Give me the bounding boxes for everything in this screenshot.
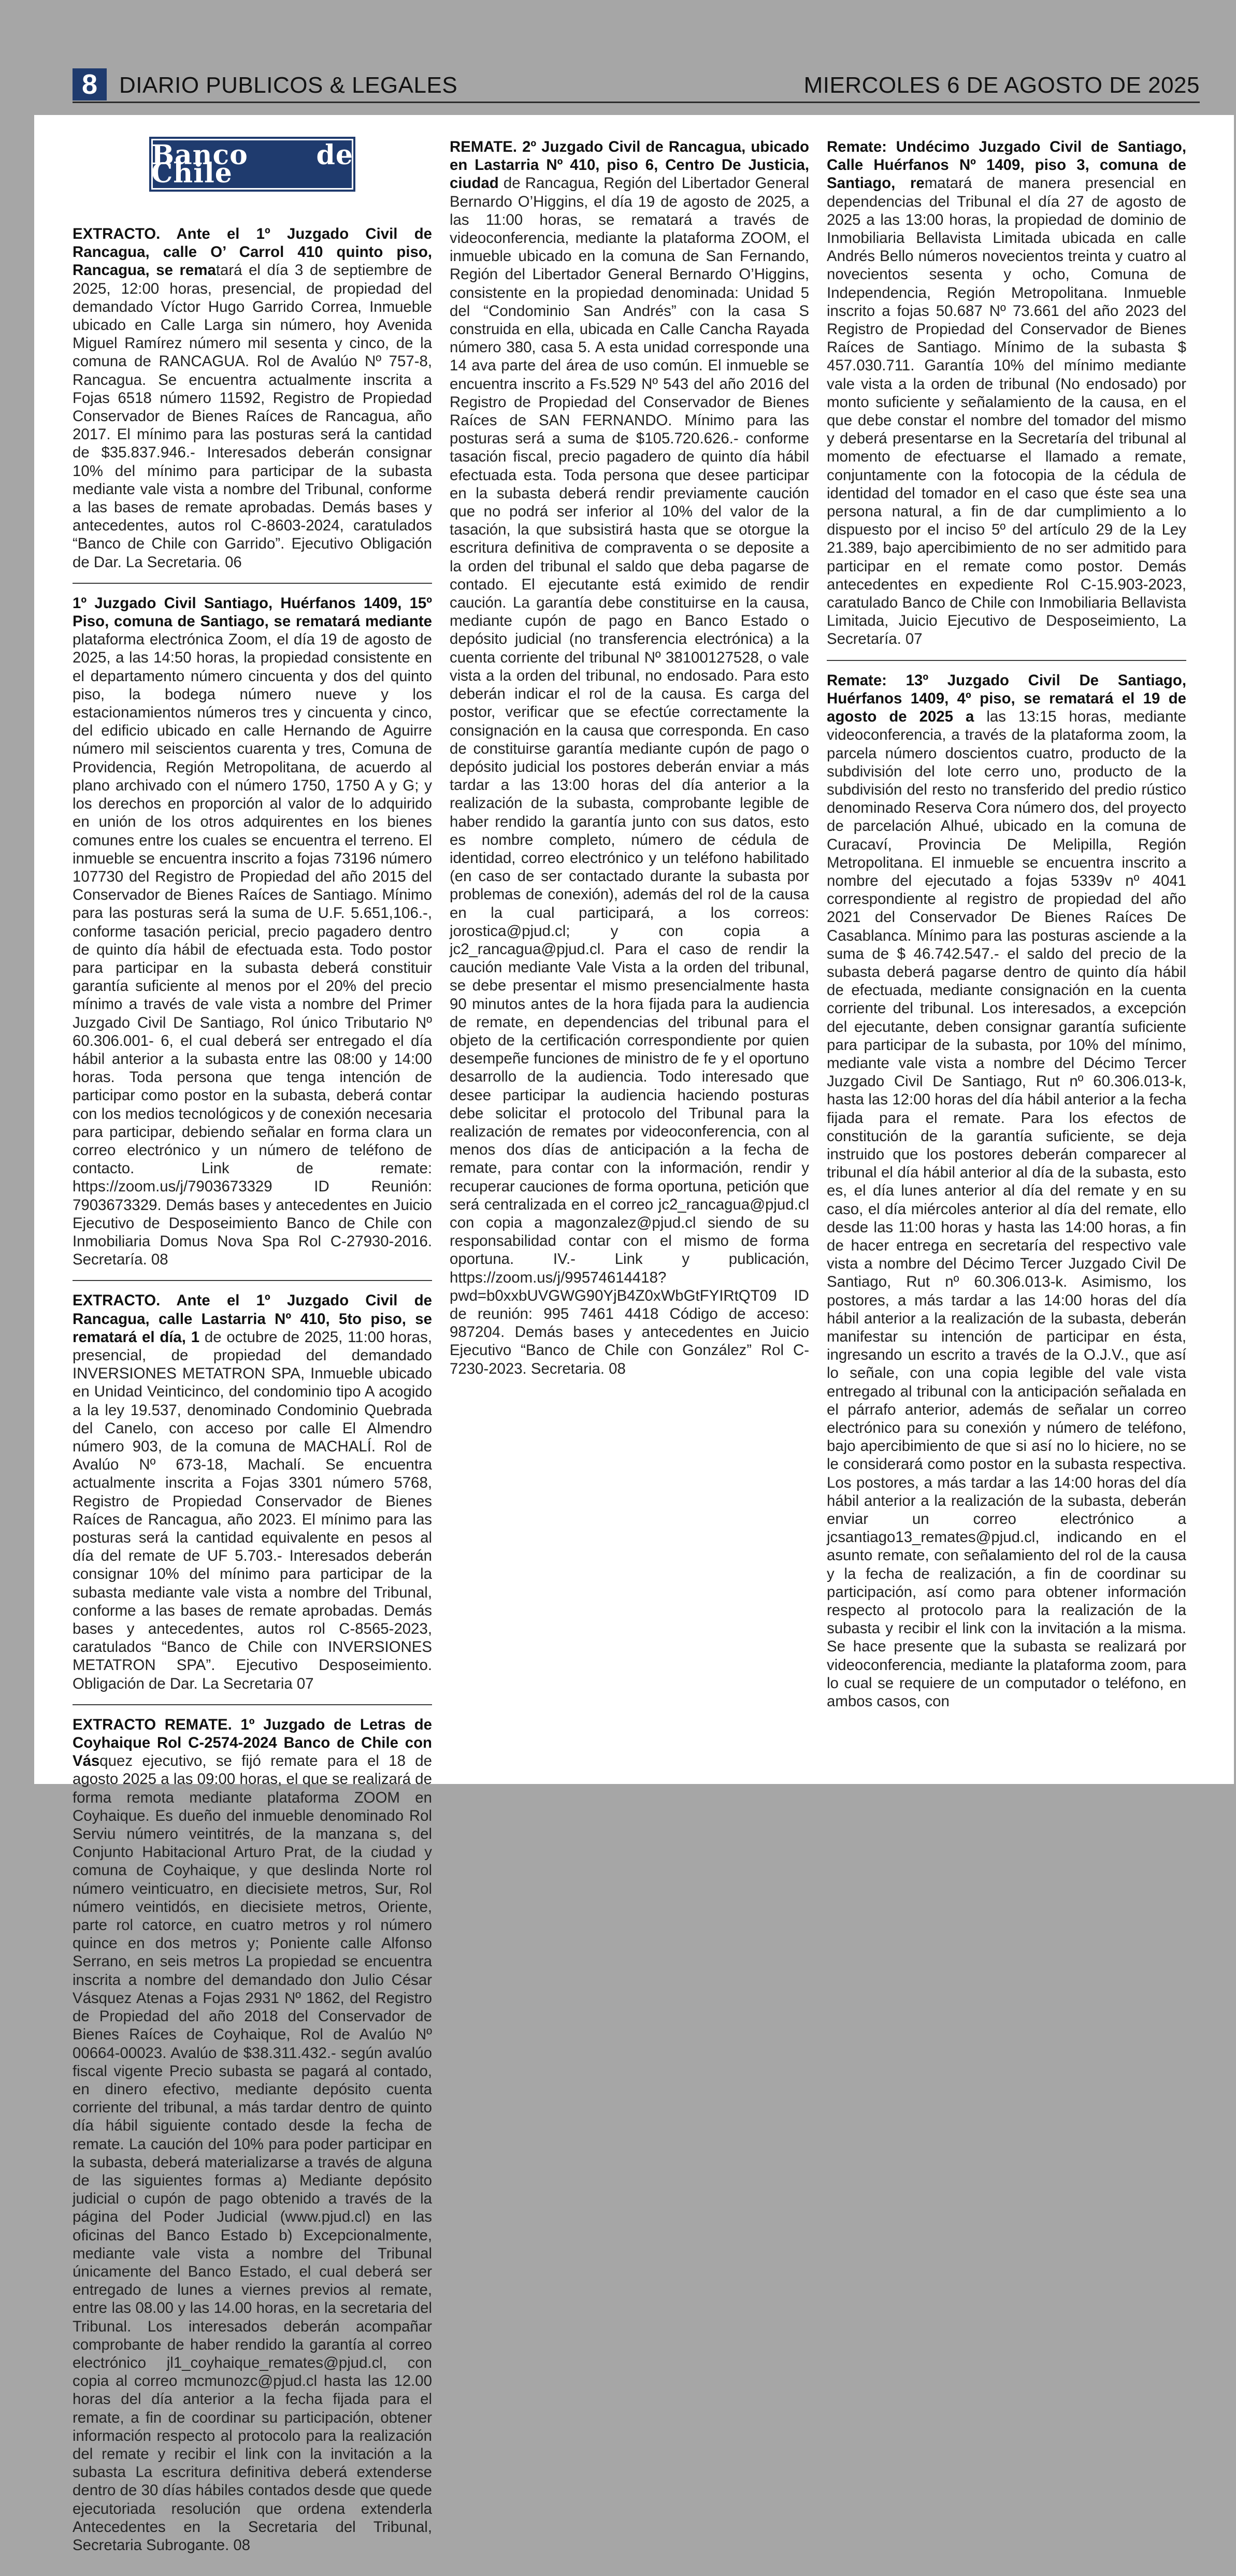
legal-notice [73,225,432,584]
notice-heading: EXTRACTO. Ante el 1º Juzgado Civil de Rancagua, calle Lastarria Nº 410, 5to piso, se rematará el día, 1 [73,1292,432,1346]
banco-de-chile-logo: Banco de Chile [149,137,355,192]
legal-notice [73,1291,432,1705]
page-header [73,68,1200,103]
column-1 [73,137,432,2576]
notice-heading: EXTRACTO REMATE. 1º Juzgado de Letras de Coyhaique Rol C-2574-2024 Banco de Chile con Vás [73,1716,432,1770]
column-2 [450,138,809,1400]
publication-title: DIARIO PUBLICOS & LEGALES [119,73,458,98]
notice-heading: Remate: Undécimo Juzgado Civil de Santiago, Calle Huérfanos Nº 1409, piso 3, comuna de Santiago, re [827,138,1186,192]
notice-heading: EXTRACTO. Ante el 1º Juzgado Civil de Rancagua, calle O’ Carrol 410 quinto piso, Rancagua, se rema [73,225,432,279]
notice-body: matará de manera presencial en dependencias del Tribunal el día 27 de agosto de 2025 a las 13:00 horas, la propiedad de dominio de Inmobiliaria Bellavista Limitada ubicada en calle Andrés Bello números novecientos treinta y cuatro al novecientos sesenta y ocho, Comuna de Independencia, Región Metropolitana. Inmueble inscrito a fojas 50.687 Nº 73.661 del año 2023 del Registro de Propiedad del Conservador de Bienes Raíces de Santiago. Mínimo de la subasta $ 457.030.711. Garantía 10% del mínimo mediante vale vista a la orden de tribunal (No endosado) por monto suficiente y señalamiento de la causa, en el que debe constar el nombre del tomador del mismo y deberá presentarse en la Secretaría del tribunal al momento de efectuarse el llamado a remate, conjuntamente con la fotocopia de la cédula de identidad del tomador en el caso que éste sea una persona natural, a fin de dar cumplimiento a lo dispuesto por el inciso 5º del artículo 29 de la Ley 21.389, bajo apercibimiento de no ser admitido para participar en el remate como postor. Demás antecedentes en expediente Rol C-15.903-2023, caratulado Banco de Chile con Inmobiliaria Bellavista Limitada, Juicio Ejecutivo de Desposeimiento, La Secretaría. 07 [827,175,1186,648]
legal-notice [827,671,1186,1722]
publication-date: MIERCOLES 6 DE AGOSTO DE 2025 [803,73,1200,98]
notice-heading: 1º Juzgado Civil Santiago, Huérfanos 1409, 15º Piso, comuna de Santiago, se rematará mediante [73,594,432,630]
column-3 [827,138,1186,1732]
notice-body: de Rancagua, Región del Libertador General Bernardo O’Higgins, el día 19 de agosto de 2025, a las 11:00 horas, se rematará a través de videoconferencia, mediante la plataforma ZOOM, el inmueble ubicado en la comuna de San Fernando, Región del Libertador General Bernardo O’Higgins, consistente en la propiedad denominada: Unidad 5 del “Condominio San Andrés” con la casa S construida en ella, ubicada en Calle Cancha Rayada número 380, casa 5. A esta unidad corresponde una 14 ava parte del área de uso común. El inmueble se encuentra inscrito a Fs.529 Nº 543 del año 2016 del Registro de Propiedad del Conservador de Bienes Raíces de SAN FERNANDO. Mínimo para las posturas será a suma de $105.720.626.- conforme tasación fiscal, precio pagadero de quinto día hábil efectuada esta. Toda persona que desee participar en la subasta deberá rendir previamente caución que no podrá ser inferior al 10% del valor de la tasación, la que subsistirá hasta que se otorgue la escritura definitiva de compraventa o se deposite a la orden del tribunal el saldo que deba pagarse de contado. El ejecutante está eximido de rendir caución. La garantía debe constituirse en la causa, mediante cupón de pago en Banco Estado o depósito judicial (no transferencia electrónica) a la cuenta corriente del tribunal Nº 38100127528, o vale vista a la orden del tribunal, no endosado. Para esto deberán indicar el rol de la causa. Es carga del postor, verificar que se efectúe correctamente la consignación en la causa que corresponda. En caso de constituirse garantía mediante cupón de pago o depósito judicial los postores deberán enviar a más tardar a las 13:00 horas del día anterior a la realización de la subasta, comprobante legible de haber rendido la garantía junto con sus datos, esto es nombre completo, número de cédula de identidad, correo electrónico y un teléfono habilitado (en caso de ser contactado durante la subasta por problemas de conexión), además del rol de la causa en la cual participará, a los correos: jorostica@pjud.cl; y con copia a jc2_rancagua@pjud.cl. Para el caso de rendir la caución mediante Vale Vista a la orden del tribunal, se debe presentar el mismo presencialmente hasta 90 minutos antes de la hora fijada para la audiencia de remate, en dependencias del tribunal para el objeto de la certificación correspondiente por quien desempeñe funciones de ministro de fe y el oportuno desarrollo de la audiencia. Todo interesado que desee participar la audiencia haciendo posturas debe solicitar el protocolo del Tribunal para la realización de remates por videoconferencia, con al menos dos días de anticipación a la fecha de remate, para contar con la información, rendir y recuperar cauciones de forma oportuna, petición que será centralizada en el correo jc2_rancagua@pjud.cl con copia a magonzalez@pjud.cl siendo de su responsabilidad contar con el mismo de forma oportuna. IV.- Link y publicación, https://zoom.us/j/99574614418?pwd=b0xxbUVGWG90YjB4Z0xWbGtFYIRtQT09 ID de reunión: 995 7461 4418 Código de acceso: 987204. Demás bases y antecedentes en Juicio Ejecutivo “Banco de Chile con González” Rol C-7230-2023. Secretaria. 08 [450,175,809,1377]
notice-body: tará el día 3 de septiembre de 2025, 12:00 horas, presencial, de propiedad del demandado Víctor Hugo Garrido Correa, Inmueble ubicado en Calle Larga sin número, hoy Avenida Miguel Ramírez número mil sesenta y cinco, de la comuna de RANCAGUA. Rol de Avalúo Nº 757-8, Rancagua. Se encuentra actualmente inscrita a Fojas 6518 número 11592, Registro de Propiedad Conservador de Bienes Raíces de Rancagua, año 2017. El mínimo para las posturas será la cantidad de $35.837.946.- Interesados deberán consignar 10% del mínimo para participar de la subasta mediante vale vista a nombre del Tribunal, conforme a las bases de remate aprobadas. Demás bases y antecedentes, autos rol C-8603-2024, caratulados “Banco de Chile con Garrido”. Ejecutivo Obligación de Dar. La Secretaria. 06 [73,262,432,571]
notice-body: las 13:15 horas, mediante videoconferencia, a través de la plataforma zoom, la parcela número doscientos cuatro, producto de la subdivisión del lote cerro uno, producto de la subdivisión del resto no transferido del predio rústico denominado Reserva Cora número dos, del proyecto de parcelación Alhué, ubicado en la comuna de Curacaví, Provincia De Melipilla, Región Metropolitana. El inmueble se encuentra inscrito a nombre del ejecutado a fojas 5339v nº 4041 correspondiente al registro de propiedad del año 2021 del Conservador De Bienes Raíces De Casablanca. Mínimo para las posturas asciende a la suma de $ 46.742.547.- el saldo del precio de la subasta deberá pagarse dentro de quinto día hábil de efectuada, mediante consignación en la cuenta corriente del tribunal. Los interesados, a excepción del ejecutante, deben consignar garantía suficiente para participar de la subasta, por 10% del mínimo, mediante vale vista a nombre del Décimo Tercer Juzgado Civil De Santiago, Rut nº 60.306.013-k, hasta las 12:00 horas del día hábil anterior a la fecha fijada para el remate. Para los efectos de constitución de la garantía suficiente, se deja instruido que los postores deberán comparecer al tribunal el día hábil anterior al día de la subasta, esto es, el día lunes anterior al día del remate y en su caso, el día miércoles anterior al día del remate, ello desde las 11:00 horas y hasta las 14:00 horas, a fin de hacer entrega en secretaría del respectivo vale vista a nombre del Décimo Tercer Juzgado Civil De Santiago, Rut nº 60.306.013-k. Asimismo, los postores, a más tardar a las 14:00 horas del día hábil anterior a la realización de la subasta, deberán manifestar su intención de participar en ésta, ingresando un escrito a través de la O.J.V., que así lo señale, con una copia legible del vale vista entregado al tribunal con la anticipación señalada en el párrafo anterior, además de señalar un correo electrónico para su conexión y número de teléfono, bajo apercibimiento de que si así no lo hiciere, no se le considerará como postor en la subasta respectiva. Los postores, a más tardar a las 14:00 horas del día hábil anterior a la realización de la subasta, deberán enviar un correo electrónico a jcsantiago13_remates@pjud.cl, indicando en el asunto remate, con señalamiento del rol de la causa y la fecha de realización, a fin de coordinar su participación, así como para obtener información respecto al protocolo para la realización de la subasta y recibir el link con la invitación a la misma. Se hace presente que la subasta se realizará por videoconferencia, mediante la plataforma zoom, para lo cual se requiere de un computador o teléfono, en ambos casos, con [827,708,1186,1710]
bank-logo-wrapper [73,137,432,209]
notice-body: plataforma electrónica Zoom, el día 19 de agosto de 2025, a las 14:50 horas, la propiedad consistente en el departamento número cincuenta y dos del quinto piso, la bodega número nueve y los estacionamientos números tres y cincuenta y cinco, del edificio ubicado en calle Hernando de Aguirre número mil seiscientos cuarenta y tres, Comuna de Providencia, Región Metropolitana, de acuerdo al plano archivado con el número 1750, 1750 A y G; y los derechos en proporción al valor de lo adquirido en unión de los otros adquirentes en los bienes comunes entre los cuales se encuentra el terreno. El inmueble se encuentra inscrito a fojas 73196 número 107730 del Registro de Propiedad del año 2015 del Conservador de Bienes Raíces de Santiago. Mínimo para las posturas será la suma de U.F. 5.651,106.-, conforme tasación pericial, precio pagadero dentro de quinto día hábil de efectuada esta. Todo postor para participar en la subasta deberá constituir garantía suficiente al menos por el 20% del precio mínimo a través de vale vista a nombre del Primer Juzgado Civil De Santiago, Rol único Tributario Nº 60.306.001- 6, el cual deberá ser entregado el día hábil anterior a la subasta entre las 08:00 y 14:00 horas. Toda persona que tenga intención de participar como postor en la subasta, deberá contar con los medios tecnológicos y de conexión necesaria para participar, debiendo señalar en forma clara un correo electrónico y un número de teléfono de contacto. Link de remate: https://zoom.us/j/7903673329 ID Reunión: 7903673329. Demás bases y antecedentes en Juicio Ejecutivo de Desposeimiento Banco de Chile con Inmobiliaria Domus Nova Spa Rol C-27930-2016. Secretaría. 08 [73,631,432,1269]
notice-heading: Remate: 13º Juzgado Civil De Santiago, Huérfanos 1409, 4º piso, se rematará el 19 de agosto de 2025 a [827,671,1186,726]
legal-notice [827,138,1186,661]
notice-body: quez ejecutivo, se fijó remate para el 18 de agosto 2025 a las 09:00 horas, el que se realizará de forma remota mediante plataforma ZOOM en Coyhaique. Es dueño del inmueble denominado Rol Serviu número veintitrés, de la manzana s, del Conjunto Habitacional Arturo Prat, de la ciudad y comuna de Coyhaique, y que deslinda Norte rol número veinticuatro, en diecisiete metros, Sur, Rol número veintidós, en diecisiete metros, Oriente, parte rol catorce, en cuatro metros y rol número quince en dos metros y; Poniente calle Alfonso Serrano, en seis metros La propiedad se encuentra inscrita a nombre del demandado don Julio César Vásquez Atenas a Fojas 2931 Nº 1862, del Registro de Propiedad del año 2018 del Conservador de Bienes Raíces de Coyhaique, Rol de Avalúo Nº 00664-00023. Avalúo de $38.311.432.- según avalúo fiscal vigente Precio subasta se pagará al contado, en dinero efectivo, mediante depósito cuenta corriente del tribunal, a más tardar dentro de quinto día hábil siguiente contado desde la fecha de remate. La caución del 10% para poder participar en la subasta, deberá materializarse a través de alguna de las siguientes formas a) Mediante depósito judicial o cupón de pago obtenido a través de la página del Poder Judicial (www.pjud.cl) en las oficinas del Banco Estado b) Excepcionalmente, mediante vale vista a nombre del Tribunal únicamente del Banco Estado, el cual deberá ser entregado de lunes a viernes previos al remate, entre las 08.00 y las 14.00 horas, en la secretaria del Tribunal. Los interesados deberán acompañar comprobante de haber rendido la garantía al correo electrónico jl1_coyhaique_remates@pjud.cl, con copia al correo mcmunozc@pjud.cl hasta las 12.00 horas del día anterior a la fecha fijada para el remate, a fin de coordinar su participación, obtener información respecto al protocolo para la realización del remate y recibir el link con la invitación a la subasta La escritura definitiva deberá extenderse dentro de 30 días hábiles contados desde que quede ejecutoriada resolución que ordena extenderla Antecedentes en la Secretaria del Tribunal, Secretaria Subrogante. 08 [73,1752,432,2554]
page-number: 8 [73,68,107,100]
notice-body: de octubre de 2025, 11:00 horas, presencial, de propiedad del demandado INVERSIONES METATRON SPA, Inmueble ubicado en Unidad Veinticinco, del condominio tipo A acogido a la ley 19.537, denominado Condominio Quebrada del Canelo, con acceso por calle El Almendro número 903, de la comuna de MACHALÍ. Rol de Avalúo Nº 673-18, Machalí. Se encuentra actualmente inscrita a Fojas 3301 número 5768, Registro de Propiedad Conservador de Bienes Raíces de Rancagua, año 2023. El mínimo para las posturas será la cantidad equivalente en pesos al día del remate de UF 5.703.- Interesados deberán consignar 10% del mínimo para participar de la subasta mediante vale vista a nombre del Tribunal, conforme a las bases de remate aprobadas. Demás bases y antecedentes, autos rol C-8565-2023, caratulados “Banco de Chile con INVERSIONES METATRON SPA”. Ejecutivo Desposeimiento. Obligación de Dar. La Secretaria 07 [73,1328,432,1692]
legal-notice [73,594,432,1282]
legal-notice [450,138,809,1389]
legal-notice [73,1716,432,2566]
notice-heading: REMATE. 2º Juzgado Civil de Rancagua, ubicado en Lastarria Nº 410, piso 6, Centro De Justicia, ciudad [450,138,809,192]
newspaper-page [34,115,1234,2554]
